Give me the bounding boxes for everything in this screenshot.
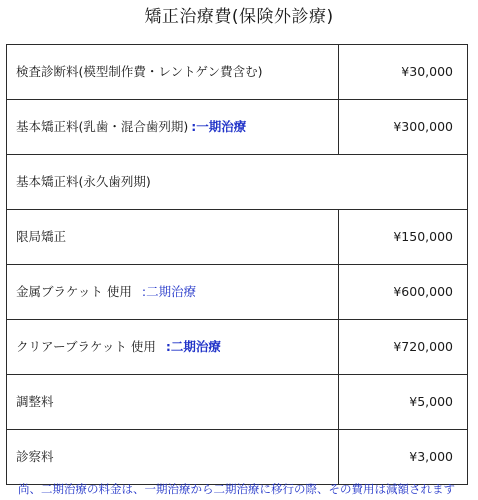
treatment-phase-tag: :一期治療 [191,119,247,134]
fee-item-cell [7,210,339,265]
fee-item-label: 基本矯正料(永久歯列期) [16,174,151,189]
fee-item-label: クリアーブラケット 使用 [16,339,156,354]
treatment-phase-tag: :二期治療 [165,339,221,354]
table-row [7,430,468,485]
fee-price-cell: ¥720,000 [339,320,468,375]
fee-price-cell: ¥30,000 [339,45,468,100]
fee-item-label: 診察料 [16,449,54,464]
footnote: 尚、二期治療の料金は、一期治療から二期治療に移行の際、その費用は減額されます [18,482,455,496]
fee-item-cell [7,45,339,100]
fee-item-label: 限局矯正 [16,229,67,244]
fee-item-label: 金属ブラケット 使用 [16,284,132,299]
fee-price-cell: ¥600,000 [339,265,468,320]
fee-price-cell: ¥300,000 [339,100,468,155]
fee-item-cell [7,155,468,210]
fee-item-cell [7,375,339,430]
table-row [7,210,468,265]
fee-table [6,44,468,485]
fee-price-cell: ¥5,000 [339,375,468,430]
table-row [7,265,468,320]
fee-item-cell [7,320,339,375]
table-row [7,375,468,430]
fee-item-cell [7,100,339,155]
fee-item-label: 基本矯正料(乳歯・混合歯列期) [16,119,189,134]
table-row [7,155,468,210]
fee-item-label: 調整料 [16,394,54,409]
fee-price-cell: ¥3,000 [339,430,468,485]
page-title: 矯正治療費(保険外診療) [144,7,334,27]
fee-item-label: 検査診断料(模型制作費・レントゲン費含む) [16,64,263,79]
table-row [7,320,468,375]
fee-item-cell [7,430,339,485]
table-row [7,100,468,155]
treatment-phase-tag: :二期治療 [141,284,197,299]
table-row [7,45,468,100]
fee-price-cell: ¥150,000 [339,210,468,265]
fee-item-cell [7,265,339,320]
